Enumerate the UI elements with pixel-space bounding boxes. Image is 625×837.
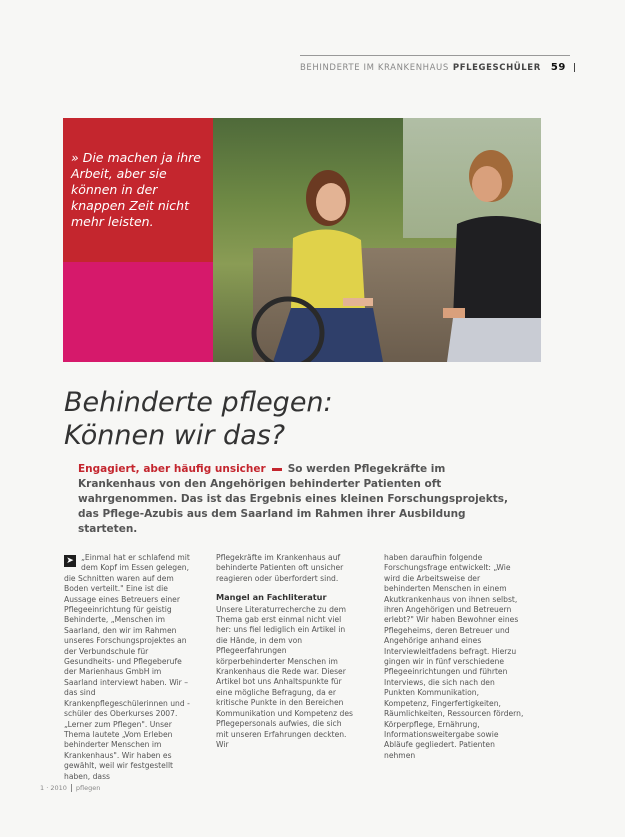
accent-panel [63,262,213,362]
article-title [64,386,534,452]
page-number: 59 [550,62,566,73]
lead-dash [272,468,282,471]
woman-in-wheelchair-figure [233,158,383,362]
section-label: PFLEGESCHÜLER [452,62,541,73]
article-lead [78,462,518,537]
arrow-icon: ➤ [64,555,76,567]
running-title: BEHINDERTE IM KRANKENHAUS [299,62,449,73]
column-2-text-continued: Unsere Literaturrecherche zu dem Thema gab erst einmal nicht viel her: uns fiel lediglich ein Artikel in die Hände, in dem von Pflegeerfahrungen körperbehinderter Menschen im Krankenhaus die Rede war. Dieser Artikel bot uns Anhaltspunkte für eine mögliche Befragung, da er kritische Punkte in den Bereichen Kommunikation und Kompetenz des Pflegepersonals aufwies, die sich mit unseren Erfahrungen deckten. Wir [216,604,353,749]
header-rule [300,55,570,56]
column-2-text: Pflegekräfte im Krankenhaus auf behinderte Patienten oft unsicher reagieren oder überfordert sind. [216,553,344,583]
pull-quote: » Die machen ja ihre Arbeit, aber sie können in der knappen Zeit nicht mehr leisten. [71,150,201,229]
column-1-text: „Einmal hat er schlafend mit dem Kopf im Essen gelegen, die Schnitten waren auf dem Boden verteilt." Eine ist die Aussage eines Betreuers einer Pflegeeinrichtung für geistig Behinderte, „Menschen im Saarland, den wir im Rahmen unseres Forschungsprojektes an der Verbundschule für Gesundheits- und Pflegeberufe der Marienhaus GmbH im Saarland interviewt haben. Wir – das sind Krankenpflegeschülerinnen und -schüler des Oberkurses 2007. „Lerner zum Pflegen". Unser Thema lautete „Vom Erleben behinderter Menschen im Krankenhaus". Wir haben es gewählt, weil wir festgestellt haben, dass [64,553,190,781]
running-header [300,62,575,73]
footer-bar [71,784,72,792]
lead-text: So werden Pflegekräfte im Krankenhaus von den Angehörigen behinderter Patienten oft wahrgenommen. Das ist das Ergebnis eines kleinen Forschungsprojekts, das Pflege-Azubis aus dem Saarland im Rahmen ihrer Ausbildung starteten. [78,463,509,535]
issue-label: 1 · 2010 [40,784,67,792]
title-line-1: Behinderte pflegen: [64,387,333,418]
text-column-2 [216,553,356,750]
text-column-3 [384,553,524,761]
column-2-subhead: Mangel an Fachliteratur [216,592,327,603]
column-3-text: haben daraufhin folgende Forschungsfrage entwickelt: „Wie wird die Arbeitsweise der behinderten Menschen in einem Akutkrankenhaus von ihnen selbst, ihren Angehörigen und Betreuern erlebt?" Wir haben Bewohner eines Pflegeheims, deren Betreuer und Angehörige anhand eines Interviewleitfadens befragt. Hierzu gingen wir in fünf verschiedene Pflegeeinrichtungen und führten Interviews, die sich nach den Punkten Kommunikation, Kompetenz, Fingerfertigkeiten, Räumlichkeiten, Ressourcen fördern, Körperpflege, Ernährung, Informationsweitergabe sowie Abläufe gegliedert. Patienten nehmen [384,553,524,760]
header-bar [574,63,575,72]
text-column-1 [64,553,196,782]
title-line-2: Können wir das? [64,420,286,451]
lead-kicker: Engagiert, aber häufig unsicher [78,463,266,475]
student-figure [443,138,541,362]
photo-patient-and-student [213,118,541,362]
page-footer [40,784,100,792]
magazine-name: pflegen [75,784,101,792]
hero-image [63,118,541,362]
